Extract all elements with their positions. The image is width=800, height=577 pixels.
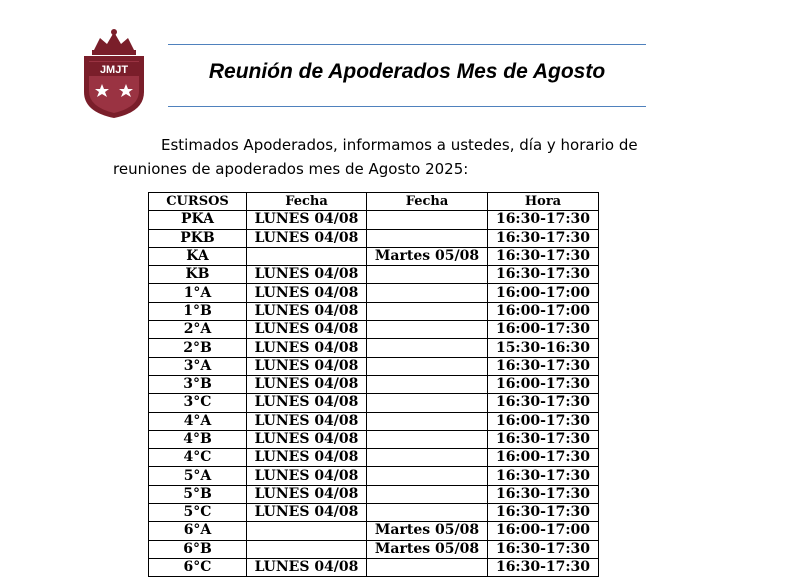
intro-paragraph — [113, 133, 653, 181]
table-row — [149, 284, 599, 302]
monday-date-cell: LUNES 04/08 — [247, 449, 367, 467]
tuesday-date-cell — [367, 412, 488, 430]
time-cell: 16:00-17:00 — [488, 302, 599, 320]
time-cell: 16:00-17:00 — [488, 284, 599, 302]
monday-date-cell: LUNES 04/08 — [247, 302, 367, 320]
tuesday-date-cell: Martes 05/08 — [367, 522, 488, 540]
course-cell: 3°B — [149, 375, 247, 393]
time-cell: 16:00-17:30 — [488, 449, 599, 467]
table-row — [149, 375, 599, 393]
time-cell: 16:00-17:30 — [488, 321, 599, 339]
tuesday-date-cell — [367, 284, 488, 302]
table-row — [149, 504, 599, 522]
header-fecha-1: Fecha — [247, 193, 367, 211]
course-cell: 5°B — [149, 485, 247, 503]
tuesday-date-cell — [367, 357, 488, 375]
monday-date-cell: LUNES 04/08 — [247, 339, 367, 357]
monday-date-cell: LUNES 04/08 — [247, 266, 367, 284]
table-header-row — [149, 193, 599, 211]
table-row — [149, 229, 599, 247]
course-cell: 2°B — [149, 339, 247, 357]
time-cell: 16:30-17:30 — [488, 540, 599, 558]
course-cell: 6°B — [149, 540, 247, 558]
intro-line-1: Estimados Apoderados, informamos a ustedes, día y horario de — [161, 136, 638, 154]
monday-date-cell: LUNES 04/08 — [247, 321, 367, 339]
tuesday-date-cell — [367, 485, 488, 503]
course-cell: 1°A — [149, 284, 247, 302]
table-row — [149, 558, 599, 576]
schedule-table — [148, 192, 599, 577]
table-row — [149, 357, 599, 375]
monday-date-cell: LUNES 04/08 — [247, 504, 367, 522]
monday-date-cell: LUNES 04/08 — [247, 430, 367, 448]
table-row — [149, 485, 599, 503]
tuesday-date-cell — [367, 266, 488, 284]
tuesday-date-cell — [367, 339, 488, 357]
tuesday-date-cell — [367, 394, 488, 412]
course-cell: 5°C — [149, 504, 247, 522]
table-row — [149, 266, 599, 284]
time-cell: 16:30-17:30 — [488, 467, 599, 485]
time-cell: 16:30-17:30 — [488, 394, 599, 412]
monday-date-cell — [247, 247, 367, 265]
monday-date-cell: LUNES 04/08 — [247, 485, 367, 503]
monday-date-cell: LUNES 04/08 — [247, 467, 367, 485]
tuesday-date-cell — [367, 430, 488, 448]
course-cell: 3°C — [149, 394, 247, 412]
time-cell: 16:30-17:30 — [488, 504, 599, 522]
tuesday-date-cell — [367, 302, 488, 320]
header-cursos: CURSOS — [149, 193, 247, 211]
monday-date-cell: LUNES 04/08 — [247, 394, 367, 412]
title-rule-bottom — [168, 106, 646, 107]
time-cell: 16:30-17:30 — [488, 430, 599, 448]
course-cell: 5°A — [149, 467, 247, 485]
page-title: Reunión de Apoderados Mes de Agosto — [208, 60, 606, 83]
time-cell: 16:30-17:30 — [488, 558, 599, 576]
time-cell: 16:30-17:30 — [488, 266, 599, 284]
course-cell: 4°B — [149, 430, 247, 448]
course-cell: 3°A — [149, 357, 247, 375]
school-crest-logo — [80, 28, 148, 120]
table-row — [149, 412, 599, 430]
tuesday-date-cell — [367, 504, 488, 522]
course-cell: 6°A — [149, 522, 247, 540]
table-row — [149, 321, 599, 339]
time-cell: 16:00-17:30 — [488, 412, 599, 430]
title-rule-top — [168, 44, 646, 45]
table-row — [149, 302, 599, 320]
course-cell: 4°A — [149, 412, 247, 430]
course-cell: 2°A — [149, 321, 247, 339]
header-hora: Hora — [488, 193, 599, 211]
time-cell: 16:30-17:30 — [488, 357, 599, 375]
table-row — [149, 540, 599, 558]
course-cell: PKB — [149, 229, 247, 247]
time-cell: 16:30-17:30 — [488, 485, 599, 503]
table-row — [149, 522, 599, 540]
monday-date-cell: LUNES 04/08 — [247, 211, 367, 229]
time-cell: 16:00-17:30 — [488, 375, 599, 393]
monday-date-cell: LUNES 04/08 — [247, 375, 367, 393]
monday-date-cell: LUNES 04/08 — [247, 229, 367, 247]
tuesday-date-cell — [367, 467, 488, 485]
time-cell: 16:30-17:30 — [488, 229, 599, 247]
time-cell: 16:00-17:00 — [488, 522, 599, 540]
monday-date-cell — [247, 522, 367, 540]
course-cell: PKA — [149, 211, 247, 229]
course-cell: KB — [149, 266, 247, 284]
intro-line-2: reuniones de apoderados mes de Agosto 2025: — [113, 160, 469, 178]
monday-date-cell — [247, 540, 367, 558]
time-cell: 16:30-17:30 — [488, 247, 599, 265]
time-cell: 15:30-16:30 — [488, 339, 599, 357]
logo-text: JMJT — [99, 64, 129, 76]
table-row — [149, 467, 599, 485]
header-fecha-2: Fecha — [367, 193, 488, 211]
tuesday-date-cell — [367, 375, 488, 393]
tuesday-date-cell: Martes 05/08 — [367, 247, 488, 265]
tuesday-date-cell — [367, 449, 488, 467]
monday-date-cell: LUNES 04/08 — [247, 558, 367, 576]
course-cell: 4°C — [149, 449, 247, 467]
tuesday-date-cell: Martes 05/08 — [367, 540, 488, 558]
monday-date-cell: LUNES 04/08 — [247, 357, 367, 375]
table-row — [149, 449, 599, 467]
table-row — [149, 247, 599, 265]
course-cell: KA — [149, 247, 247, 265]
time-cell: 16:30-17:30 — [488, 211, 599, 229]
tuesday-date-cell — [367, 321, 488, 339]
table-row — [149, 339, 599, 357]
table-row — [149, 430, 599, 448]
monday-date-cell: LUNES 04/08 — [247, 412, 367, 430]
tuesday-date-cell — [367, 558, 488, 576]
course-cell: 6°C — [149, 558, 247, 576]
table-row — [149, 394, 599, 412]
monday-date-cell: LUNES 04/08 — [247, 284, 367, 302]
tuesday-date-cell — [367, 229, 488, 247]
table-row — [149, 211, 599, 229]
tuesday-date-cell — [367, 211, 488, 229]
course-cell: 1°B — [149, 302, 247, 320]
